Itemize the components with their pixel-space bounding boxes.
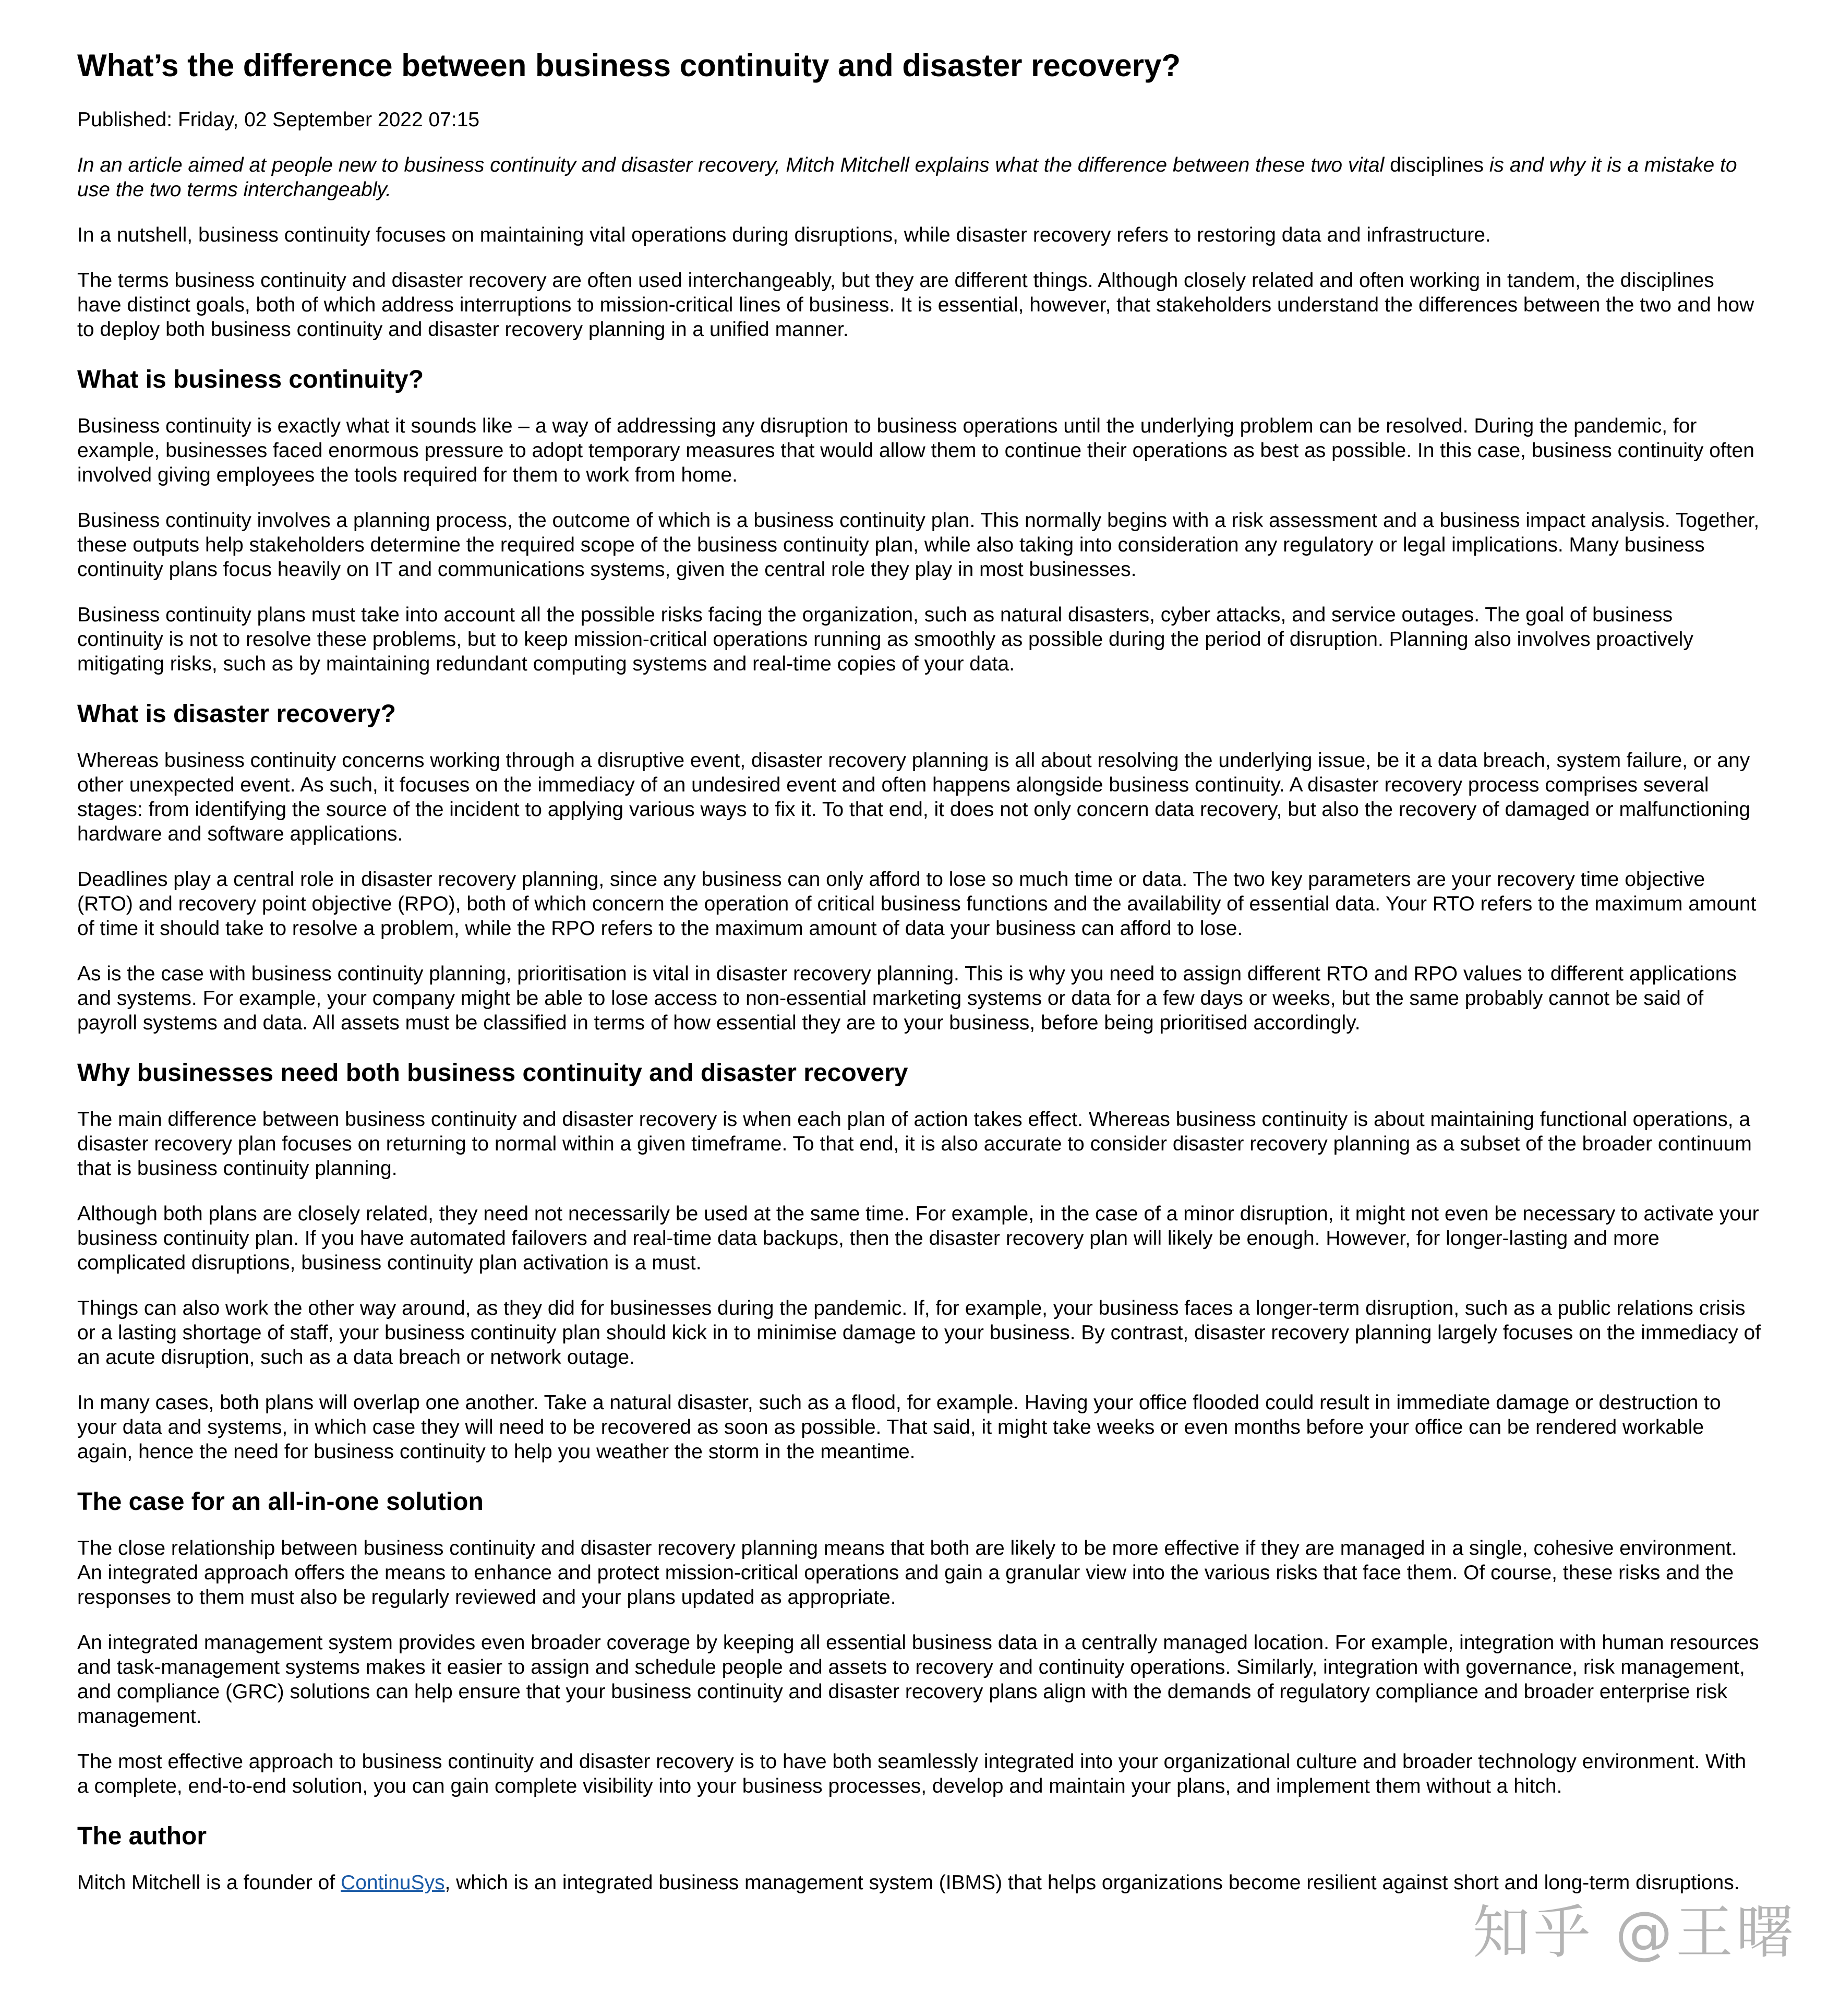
section-paragraph: In many cases, both plans will overlap one another. Take a natural disaster, such as a flood, for example. Having your office flooded could result in immediate damage or destruction to your data and systems, in which case they will need to be recovered as soon as possible. That said, it might take weeks or even months before your office can be rendered workable again, hence the need for business continuity to help you weather the storm in the meantime. [77,1391,1721,1463]
section-paragraph: The main difference between business continuity and disaster recovery is when each plan of action takes effect. Whereas business continuity is about maintaining functional operations, a disaster recovery plan focuses on returning to normal within a given timeframe. To that end, it is also accurate to consider disaster recovery planning as a subset of the broader continuum that is business continuity planning. [77,1108,1752,1180]
intro-paragraph: In a nutshell, business continuity focuses on maintaining vital operations during disruptions, while disaster recovery refers to restoring data and infrastructure. [77,224,1491,246]
published-date: Published: Friday, 02 September 2022 07:15 [77,109,480,131]
section-business-continuity [77,365,1762,676]
intro-italic-part1: In an article aimed at people new to business continuity and disaster recovery, Mitch Mitchell explains what the difference between these two vital [77,154,1385,176]
section-paragraph: Business continuity is exactly what it sounds like – a way of addressing any disruption to business operations until the underlying problem can be resolved. During the pandemic, for example, businesses faced enormous pressure to adopt temporary measures that would allow them to continue their operations as best as possible. In this case, business continuity often involved giving employees the tools required for them to work from home. [77,415,1754,486]
section-paragraph: Although both plans are closely related, they need not necessarily be used at the same time. For example, in the case of a minor disruption, it might not even be necessary to activate your business continuity plan. If you have automated failovers and real-time data backups, then the disaster recovery plan will likely be enough. However, for longer-lasting and more complicated disruptions, business continuity plan activation is a must. [77,1203,1759,1274]
section-paragraph: Things can also work the other way around, as they did for businesses during the pandemic. If, for example, your business faces a longer-term disruption, such as a public relations crisis or a lasting shortage of staff, your business continuity plan should kick in to minimise damage to your business. By contrast, disaster recovery planning largely focuses on the immediacy of an acute disruption, such as a data breach or network outage. [77,1297,1761,1369]
author-bio-text: Mitch Mitchell is a founder of [77,1871,341,1894]
section-heading: Why businesses need both business continuity and disaster recovery [77,1059,908,1087]
section-heading: What is disaster recovery? [77,700,396,728]
zhihu-watermark: 知乎 @王曙 [1473,1899,1797,1966]
section-all-in-one [77,1487,1762,1798]
author-bio-text: , which is an integrated business management system (IBMS) that helps organizations become resilient against short and long-term disruptions. [444,1871,1740,1894]
section-paragraph: As is the case with business continuity planning, prioritisation is vital in disaster recovery planning. This is why you need to assign different RTO and RPO values to different applications and systems. For example, your company might be able to lose access to non-essential marketing systems or data for a few days or weeks, but the same probably cannot be said of payroll systems and data. All assets must be classified in terms of how essential they are to your business, before being prioritised accordingly. [77,963,1737,1034]
section-paragraph: The close relationship between business continuity and disaster recovery planning means that both are likely to be more effective if they are managed in a single, cohesive environment. An integrated approach offers the means to enhance and protect mission-critical operations and gain a granular view into the various risks that face them. Of course, these risks and the responses to them must also be regularly reviewed and your plans updated as appropriate. [77,1537,1737,1609]
section-heading: The case for an all-in-one solution [77,1488,484,1516]
section-author [77,1821,1762,1895]
author-bio [77,1870,1762,1895]
article-intro [77,153,1762,202]
intro-upright-part: disciplines [1384,154,1484,176]
section-why-both [77,1058,1762,1464]
section-paragraph: An integrated management system provides even broader coverage by keeping all essential business data in a centrally managed location. For example, integration with human resources and task-management systems makes it easier to assign and schedule people and assets to recovery and continuity operations. Similarly, integration with governance, risk management, and compliance (GRC) solutions can help ensure that your business continuity and disaster recovery plans align with the demands of regulatory compliance and broader enterprise risk management. [77,1631,1759,1727]
author-heading: The author [77,1822,207,1850]
continusys-link[interactable]: ContinuSys [341,1871,445,1894]
section-paragraph: The most effective approach to business continuity and disaster recovery is to have both seamlessly integrated into your organizational culture and broader technology environment. With a complete, end-to-end solution, you can gain complete visibility into your business processes, develop and maintain your plans, and implement them without a hitch. [77,1750,1747,1797]
section-disaster-recovery [77,699,1762,1035]
section-paragraph: Whereas business continuity concerns working through a disruptive event, disaster recovery planning is all about resolving the underlying issue, be it a data breach, system failure, or any other unexpected event. As such, it focuses on the immediacy of an undesired event and often happens alongside business continuity. A disaster recovery process comprises several stages: from identifying the source of the incident to applying various ways to fix it. To that end, it does not only concern data recovery, but also the recovery of damaged or malfunctioning hardware and software applications. [77,749,1751,845]
article-title: What’s the difference between business continuity and disaster recovery? [77,48,1181,83]
section-paragraph: Business continuity involves a planning process, the outcome of which is a business continuity plan. This normally begins with a risk assessment and a business impact analysis. Together, these outputs help stakeholders determine the required scope of the business continuity plan, while also taking into consideration any regulatory or legal implications. Many business continuity plans focus heavily on IT and communications systems, given the central role they play in most businesses. [77,509,1760,581]
section-heading: What is business continuity? [77,366,424,393]
section-paragraph: Business continuity plans must take into account all the possible risks facing the organization, such as natural disasters, cyber attacks, and service outages. The goal of business continuity is not to resolve these problems, but to keep mission-critical operations running as smoothly as possible during the period of disruption. Planning also involves proactively mitigating risks, such as by maintaining redundant computing systems and real-time copies of your data. [77,604,1693,675]
section-paragraph: Deadlines play a central role in disaster recovery planning, since any business can only afford to lose so much time or data. The two key parameters are your recovery time objective (RTO) and recovery point objective (RPO), both of which concern the operation of critical business functions and the availability of essential data. Your RTO refers to the maximum amount of time it should take to resolve a problem, while the RPO refers to the maximum amount of data your business can afford to lose. [77,868,1757,940]
article [77,47,1762,1916]
intro-paragraph: The terms business continuity and disaster recovery are often used interchangeably, but they are different things. Although closely related and often working in tandem, the disciplines have distinct goals, both of which address interruptions to mission-critical lines of business. It is essential, however, that stakeholders understand the differences between the two and how to deploy both business continuity and disaster recovery planning in a unified manner. [77,269,1754,341]
intro-italic-part2: is and why it is a mistake to use the two terms interchangeably. [77,154,1737,201]
